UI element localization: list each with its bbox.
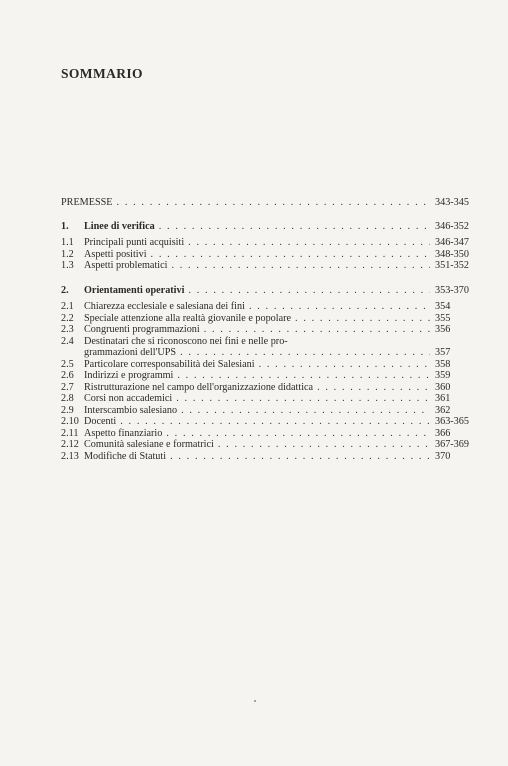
toc-entry-number: 2.4 [61, 335, 74, 347]
toc-section-2 [61, 285, 471, 297]
dot-leader [188, 237, 430, 249]
toc-entry-label-continued: grammazioni dell'UPS [84, 347, 177, 358]
page-title: SOMMARIO [61, 66, 143, 81]
toc-entry-2-5 [61, 359, 471, 371]
toc-entry-pages: 343-345 [435, 197, 469, 208]
toc-entry-label: Ristrutturazione nel campo dell'organizzazione didattica [84, 381, 314, 393]
toc-entry-number: 1.3 [61, 260, 74, 271]
toc-entry-pages: 360 [435, 381, 451, 393]
toc-section-label: Orientamenti operativi [84, 284, 185, 296]
toc-entry-number: 2.1 [61, 301, 74, 312]
toc-section-label: Linee di verifica [84, 220, 155, 232]
dot-leader [249, 301, 430, 313]
toc-entry-2-10 [61, 416, 471, 428]
toc-entry-number: 2.2 [61, 312, 74, 324]
dot-leader [180, 347, 430, 359]
toc-entry-number: 2.7 [61, 381, 74, 393]
toc-entry-2-4-continued [61, 347, 471, 359]
toc-entry-label: Aspetti problematici [84, 260, 168, 271]
dot-leader [120, 416, 430, 428]
dot-leader [295, 313, 430, 325]
toc-entry-label: Modifiche di Statuti [84, 450, 167, 462]
toc-entry-label: Indirizzi e programmi [84, 370, 174, 381]
toc-entry-1-3 [61, 260, 471, 272]
toc-entry-number: 2.3 [61, 324, 74, 335]
dot-leader [151, 249, 430, 261]
toc-entry-number: 2.9 [61, 404, 74, 416]
dot-leader [218, 439, 430, 451]
toc-entry-1-1 [61, 237, 471, 249]
toc-entry-pages: 359 [435, 370, 451, 381]
toc-entry-2-1 [61, 301, 471, 313]
toc-entry-pages: 346-347 [435, 237, 469, 248]
toc-entry-number: 2.8 [61, 393, 74, 404]
toc-entry-number: 2.13 [61, 450, 79, 462]
toc-entry-label: Congruenti programmazioni [84, 324, 200, 335]
toc-entry-pages: 362 [435, 404, 451, 416]
dot-leader [259, 359, 430, 371]
toc-entry-2-11 [61, 428, 471, 440]
toc-entry-2-2 [61, 313, 471, 325]
toc-entry-label: Corsi non accademici [84, 393, 173, 404]
toc-section-pages: 353-370 [435, 284, 469, 296]
toc-entry-label: Particolare corresponsabilità dei Salesiani [84, 358, 255, 370]
page-mark-dot [254, 700, 256, 702]
toc-entry-number: 2.5 [61, 358, 74, 370]
dot-leader [159, 221, 430, 233]
toc-entry-pages: 361 [435, 393, 451, 404]
toc-entry-2-9 [61, 405, 471, 417]
toc-section-pages: 346-352 [435, 220, 469, 232]
toc-entry-pages: 367-369 [435, 439, 469, 450]
toc-entry-pages: 351-352 [435, 260, 469, 271]
dot-leader [204, 324, 430, 336]
toc-entry-pages: 363-365 [435, 416, 469, 427]
toc-entry-pages: 356 [435, 324, 451, 335]
toc-entry-pages: 370 [435, 450, 451, 462]
dot-leader [166, 428, 430, 440]
dot-leader [188, 285, 430, 297]
toc-entry-pages: 354 [435, 301, 451, 312]
toc-entry-2-8 [61, 393, 471, 405]
toc-entry-2-7 [61, 382, 471, 394]
table-of-contents [61, 197, 471, 462]
toc-entry-number: 1.2 [61, 248, 74, 260]
toc-entry-pages: 355 [435, 312, 451, 324]
toc-entry-2-3 [61, 324, 471, 336]
toc-entry-label: Chiarezza ecclesiale e salesiana dei fini [84, 301, 245, 312]
toc-section-number: 2. [61, 284, 69, 296]
dot-leader [117, 197, 430, 209]
dot-leader [317, 382, 430, 394]
toc-entry-label: Aspetti positivi [84, 248, 147, 260]
toc-entry-2-13 [61, 451, 471, 463]
dot-leader [177, 370, 430, 382]
toc-entry-label: Docenti [84, 416, 117, 427]
toc-entry-1-2 [61, 249, 471, 261]
toc-entry-label: Speciale attenzione alla realtà giovanile e popolare [84, 312, 292, 324]
toc-entry-number: 2.6 [61, 370, 74, 381]
toc-entry-pages: 366 [435, 427, 451, 439]
toc-entry-number: 2.10 [61, 416, 79, 427]
toc-entry-number: 2.12 [61, 439, 79, 450]
toc-entry-label: Interscambio salesiano [84, 404, 178, 416]
toc-entry-number: 1.1 [61, 237, 74, 248]
toc-entry-2-12 [61, 439, 471, 451]
toc-entry-pages: 357 [435, 347, 451, 358]
toc-entry-label: Destinatari che si riconoscono nei fini e nelle pro- [84, 335, 288, 347]
dot-leader [170, 451, 430, 463]
toc-entry-2-4 [61, 336, 471, 348]
toc-entry-number: 2.11 [61, 427, 79, 439]
toc-entry-label: Principali punti acquisiti [84, 237, 185, 248]
toc-section-1 [61, 221, 471, 233]
toc-section-number: 1. [61, 220, 69, 232]
dot-leader [176, 393, 430, 405]
toc-entry-label: Aspetto finanziario [84, 427, 163, 439]
dot-leader [181, 405, 430, 417]
dot-leader [171, 260, 430, 272]
toc-entry-label: PREMESSE [61, 197, 113, 208]
toc-entry-label: Comunità salesiane e formatrici [84, 439, 214, 450]
toc-entry-pages: 348-350 [435, 248, 469, 260]
toc-entry-premesse [61, 197, 471, 209]
toc-entry-2-6 [61, 370, 471, 382]
toc-entry-pages: 358 [435, 358, 451, 370]
